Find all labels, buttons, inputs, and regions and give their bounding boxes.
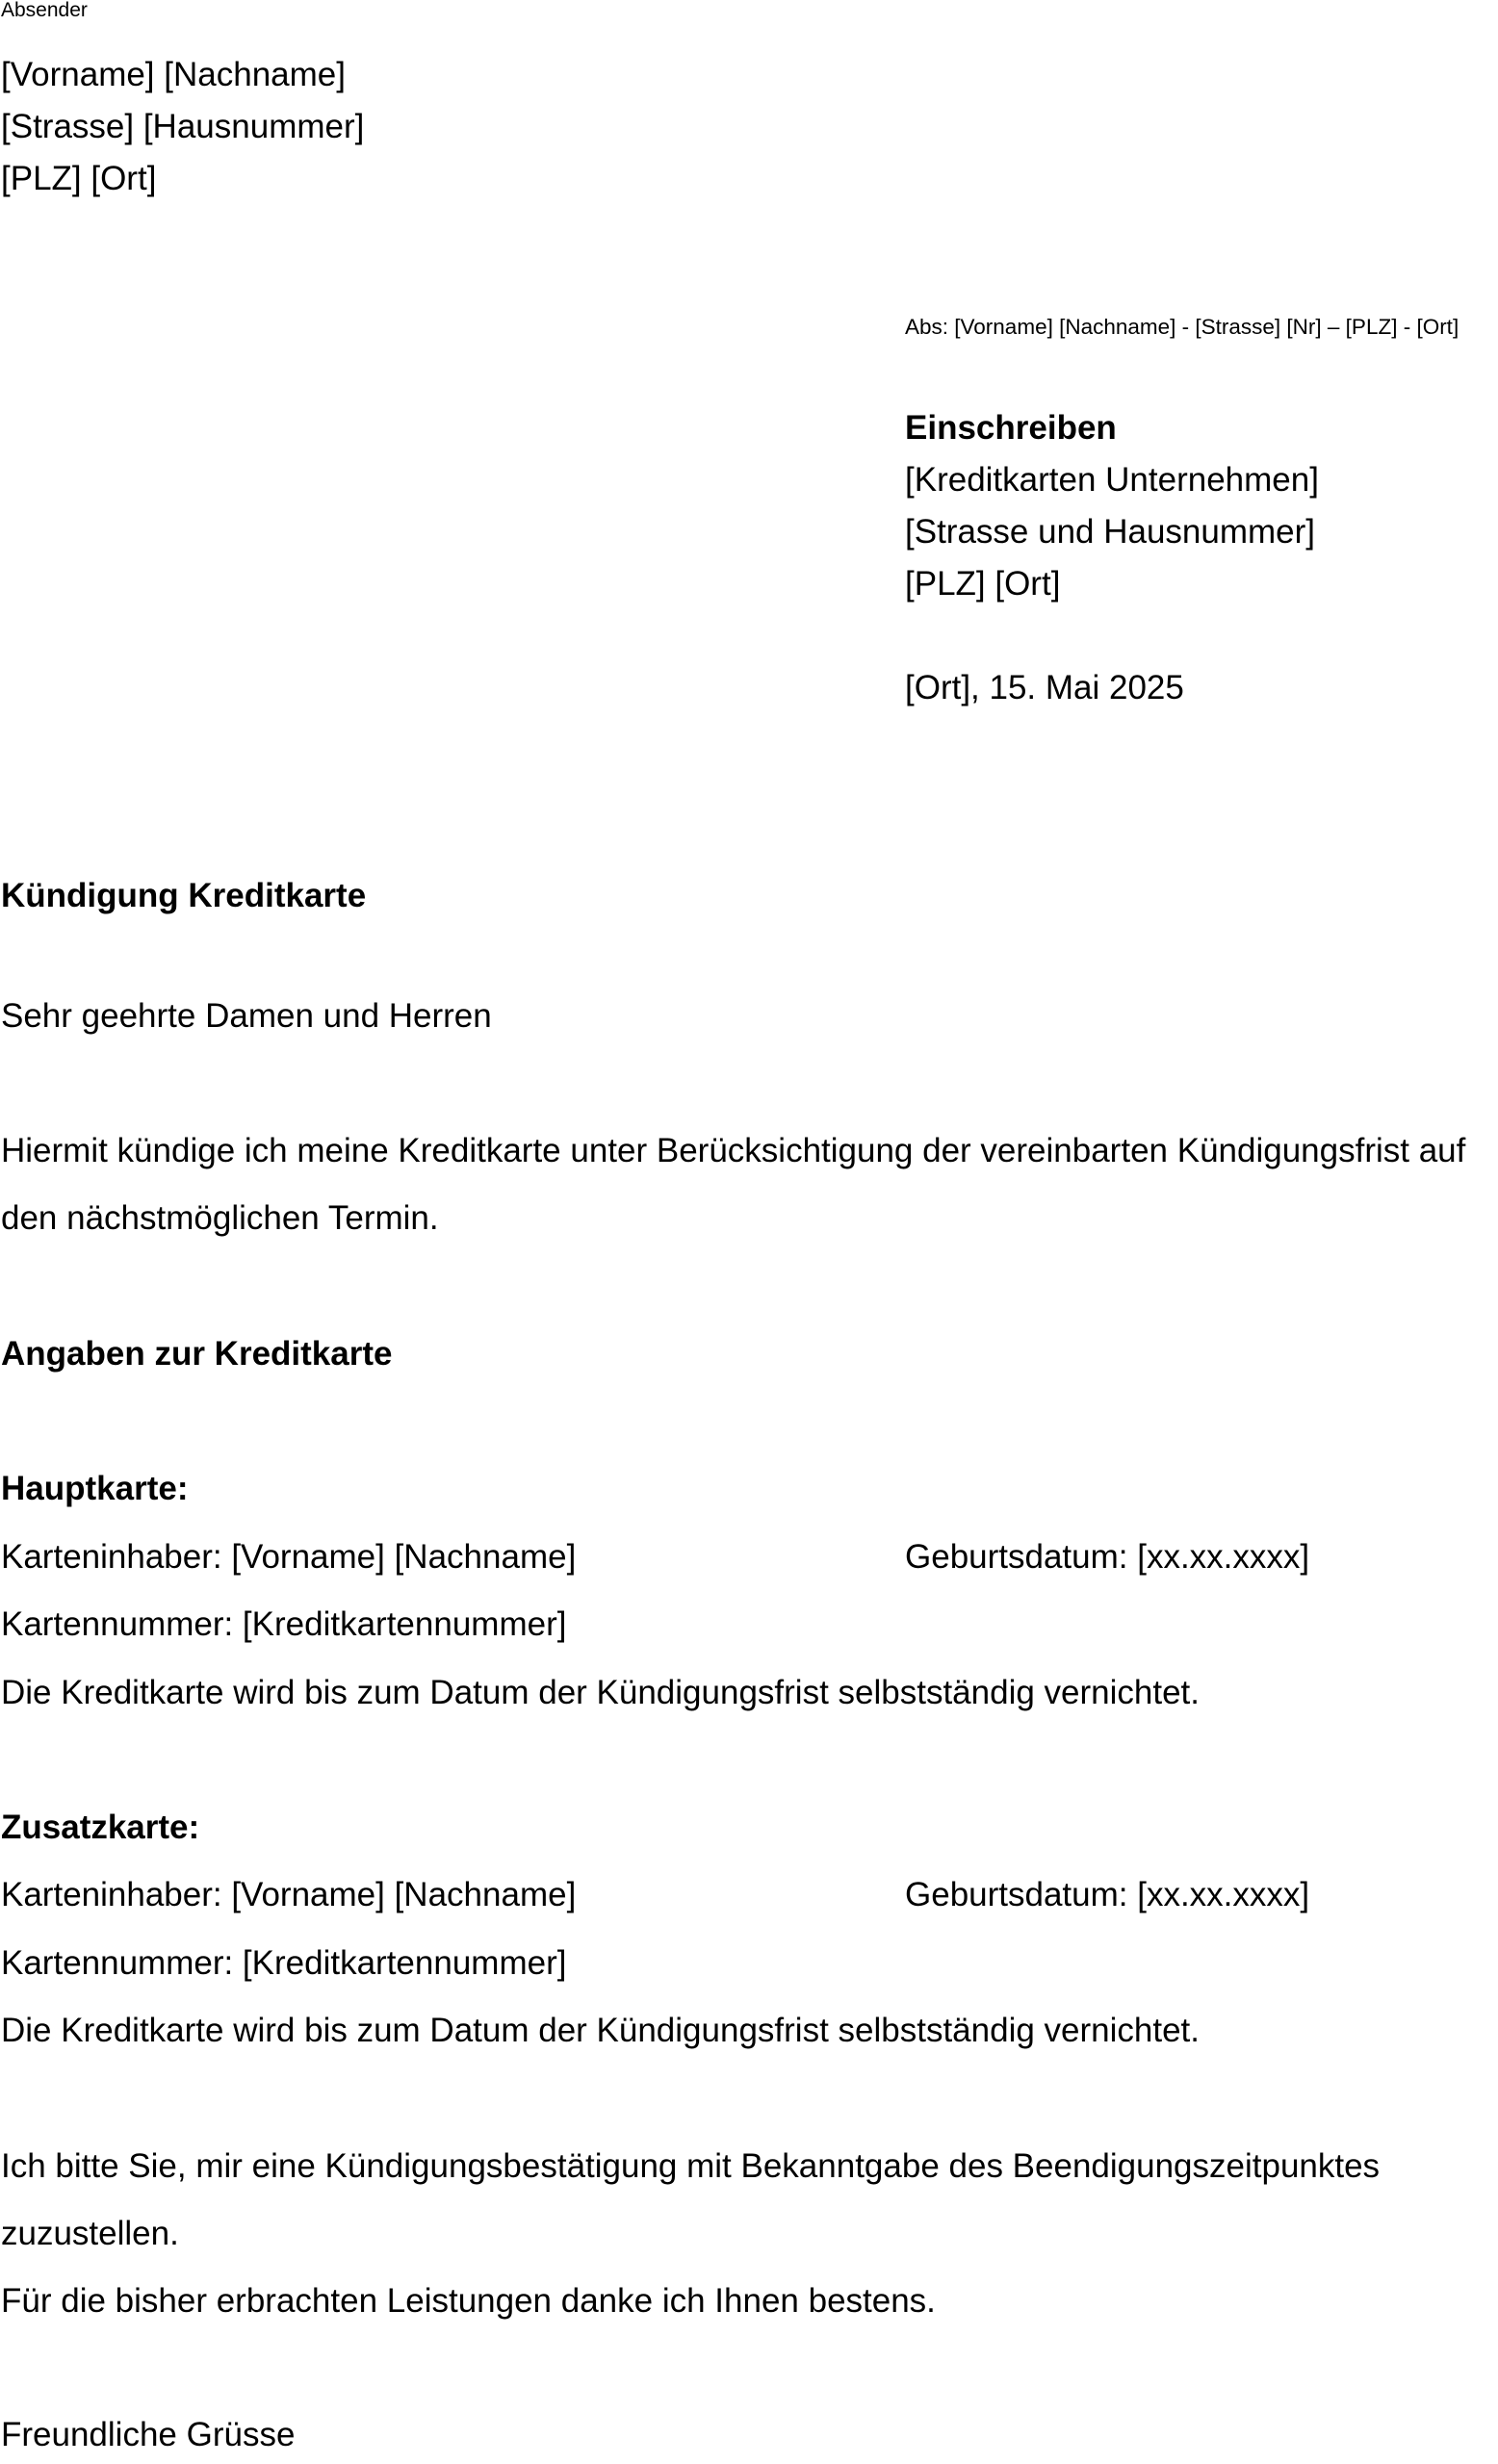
recipient-street: [Strasse und Hausnummer] [905, 513, 1316, 551]
return-address: Abs: [Vorname] [Nachname] - [Strasse] [Nr] – [PLZ] - [Ort] [905, 315, 1459, 339]
delivery-method: Einschreiben [905, 409, 1117, 447]
intro-line-2: den nächstmöglichen Termin. [1, 1199, 439, 1237]
letter-date: [Ort], 15. Mai 2025 [905, 669, 1184, 706]
request-line-1: Ich bitte Sie, mir eine Kündigungsbestätigung mit Bekanntgabe des Beendigungszeitpunktes [1, 2147, 1381, 2185]
extra-card-birthdate: Geburtsdatum: [xx.xx.xxxx] [905, 1876, 1310, 1913]
letter-subject: Kündigung Kreditkarte [1, 877, 367, 914]
extra-card-holder: Karteninhaber: [Vorname] [Nachname] [1, 1876, 577, 1913]
main-card-title: Hauptkarte: [1, 1470, 189, 1507]
main-card-holder: Karteninhaber: [Vorname] [Nachname] [1, 1538, 577, 1576]
sender-label: Absender [1, 0, 88, 21]
sender-city: [PLZ] [Ort] [1, 160, 157, 197]
request-line-2: zuzustellen. [1, 2215, 179, 2252]
extra-card-number: Kartennummer: [Kreditkartennummer] [1, 1944, 567, 1982]
main-card-birthdate: Geburtsdatum: [xx.xx.xxxx] [905, 1538, 1310, 1576]
intro-line-1: Hiermit kündige ich meine Kreditkarte unter Berücksichtigung der vereinbarten Kündigungsfrist auf [1, 1132, 1466, 1169]
extra-card-note: Die Kreditkarte wird bis zum Datum der Kündigungsfrist selbstständig vernichtet. [1, 2012, 1200, 2049]
main-card-note: Die Kreditkarte wird bis zum Datum der Kündigungsfrist selbstständig vernichtet. [1, 1674, 1200, 1711]
main-card-number: Kartennummer: [Kreditkartennummer] [1, 1605, 567, 1643]
closing-line: Freundliche Grüsse [1, 2416, 296, 2453]
recipient-city: [PLZ] [Ort] [905, 565, 1061, 603]
thanks-line: Für die bisher erbrachten Leistungen danke ich Ihnen bestens. [1, 2282, 936, 2320]
recipient-company: [Kreditkarten Unternehmen] [905, 461, 1319, 499]
card-section-title: Angaben zur Kreditkarte [1, 1335, 393, 1373]
salutation: Sehr geehrte Damen und Herren [1, 997, 492, 1035]
sender-street: [Strasse] [Hausnummer] [1, 108, 365, 145]
sender-name: [Vorname] [Nachname] [1, 56, 346, 93]
extra-card-title: Zusatzkarte: [1, 1809, 200, 1846]
